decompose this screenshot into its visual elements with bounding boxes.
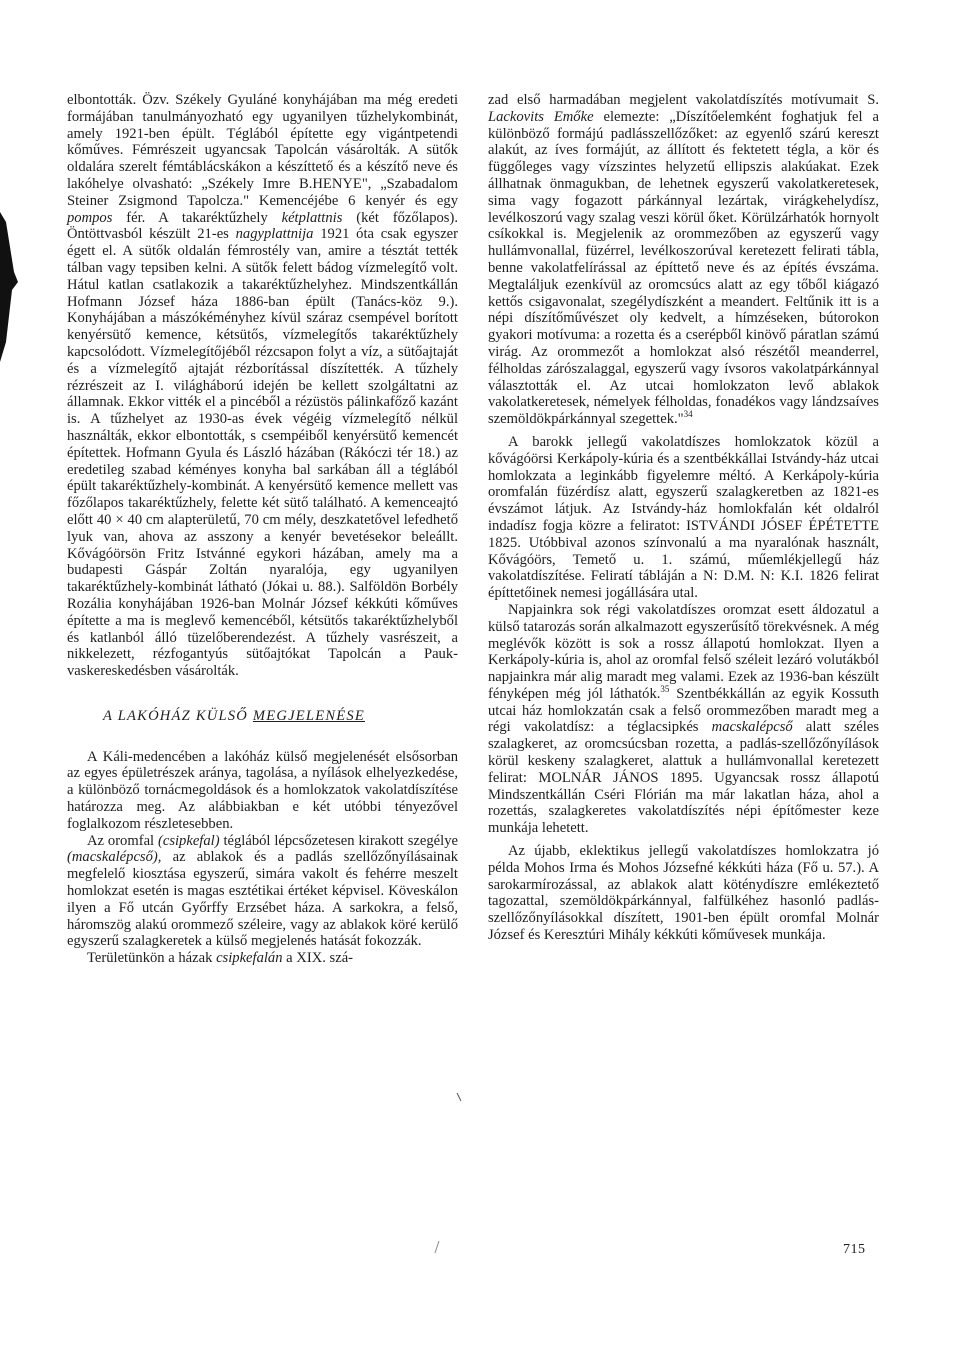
right-paragraph-1 — [488, 92, 879, 428]
heading-text: A LAKÓHÁZ KÜLSŐ — [103, 707, 253, 724]
right-paragraph-4: Az újabb, eklektikus jellegű vakolatdíszes homlokzatra jó példa Mohos Irma és Mohos Józsefné kékkúti háza (Fő u. 57.). A sarokarmírozással, az ablakok alatt köténydíszre emlékeztető tagozattal, szemöldökpárkánnyal, falfülkéhez hasonló padlás-szellőzőnyílásokkal díszített, 1901-ben épült oromfal Molnár József és Keresztúri Mihály kékkúti kőművesek munkája. — [488, 843, 879, 944]
scan-speck-mark — [434, 1240, 440, 1254]
italic-term: nagyplattnija — [235, 226, 314, 243]
left-paragraph-1 — [67, 92, 458, 680]
italic-term: pompos — [67, 209, 113, 226]
text-run: Az oromfal — [87, 832, 158, 849]
left-column — [67, 92, 458, 967]
heading-underlined-text: MEGJELENÉSE — [252, 707, 365, 724]
left-paragraph-4 — [67, 950, 458, 967]
right-column — [488, 92, 879, 944]
text-run: a XIX. szá- — [282, 950, 354, 967]
right-paragraph-2: A barokk jellegű vakolatdíszes homlokzatok közül a kővágóörsi Kerkápoly-kúria és a szentbékkállai Istvándy-ház utcai homlokzata a leginkább figyelemre méltó. A Kerkápoly-kúria oromfalán füzérdísz alatt, egyszerű szalagkeretben az 1821-es évszámot látjuk. Az Istvándy-ház homlokfalán két oldalról indadísz fogja közre a feliratot: ISTVÁNDI JÓSEF ÉPÉTETTE 1825. Utóbbival azonos színvonalú a ma nyaralónak használt, Kővágóörs, Temető u. 1. számú, műemlékjellegű ház vakolatdíszítése. Feliratí tábláján a N: D.M. N: K.I. 1826 felirat építtetőinek nemesi jogállására utal. — [488, 433, 879, 602]
text-run: 1921 óta csak egyszer égett el. A sütők oldalán fémrostély van, amire a tésztát tették tálban vagy tepsiben kelni. A sütők felett bádog vízmelegítő volt. Hátul katlan csatlakozik a takaréktűzhelyhez. Mindszentkállán Hofmann József háza 1886-ban épült (Tanács-köz 9.). Konyhájában a mászókéményhez kívül száraz csempével borított kenyérsütő kemence, kétsütős, vízmelegítős takaréktűzhely kapcsolódott. Vízmelegítőjéből rézcsapon folyt a víz, a sütőajtaját és a vízmelegítő ajtaját rézborítással díszítették. A tűzhely rézrészeit az I. világháború idején be kellett szolgáltatni az államnak. Ekkor vitték el a pincéből a rézüstös pálinkafőző kazánt is. A tűzhelyet az 1930-as évek végéig vízmelegítő nélkül használták, ekkor elbontották, s csempéiből kenyérsütő kemencét építettek. Hofmann Gyula és László házában (Rákóczi tér 18.) az eredetileg szabad kéményes konyha bal sarkában áll a téglából épült takaréktűzhely-kombinát. A kenyérsütő kemence mellett vas főzőlapos takaréktűzhely, felette két sütő található. A kemenceajtó előtt 40 × 40 cm alapterületű, 70 cm mély, deszkatetővel lefedhető lyuk van, ahova az asszony a kenyér bevetésekor beleállt. Kővágóörsön Fritz Istvánné egykori házában, amely ma a budapesti Gáspár Zoltán nyaralója, egy ugyanilyen takaréktűzhely-kombinát látható (Jókai u. 88.). Salföldön Borbély Rozália konyhájában 1926-ban Molnár József kékkúti kőműves építette a ma is meglevő kemencéből, kétsütős takaréktűzhelyből és katlanból álló tüzelőberendezést. A tűzhely vasrészeit, a nikkelezett, rézfogantyús sütőajtókat Tapolcán a Pauk-vaskereskedésben vásárolták. — [67, 226, 459, 680]
left-paragraph-2: A Káli-medencében a lakóház külső megjelenését elsősorban az egyes épületrészek aránya, tagolása, a nyílások elhelyezkedése, a különböző tornácmegoldások és a homlokzatok vakolatdíszítése határozza meg. Az alábbiakban e két utóbbi tényezővel foglalkozom részletesebben. — [67, 748, 458, 832]
text-run: elemezte: „Díszítőelemként foghatjuk fel a különböző formájú padlásszellőzőket: az egyenlő szárú kereszt alakút, az íves formájút, az állított és fektetett tégla, a kör és függőleges vagy vízszintes helyzetű ellipszis alakúakat. Ezek állhatnak önmagukban, de lehetnek egyszerű vakolatkeretesek, sima vagy fogazott párkánnyal lezártak, virágkehelydísz, levélkoszorú vagy szalag veszi körül őket. Körülzárhatók hornyolt csíkokkal is. Megjelenik az orommezőben az egyszerű vagy hullámvonallal, füzérrel, levélkoszorúval keretezett felirati tábla, benne vakolatfelírással az építtető neve és az építés évszáma. Megtaláljuk ezenkívül az oromcsúcs alatt az egy tőből kiágazó kettős csigavonalat, szegélydíszként a meandert. Feltűnik itt is a népi díszítőművészet oly kedvelt, a hímzéseken, bútorokon gyakori motívuma: a rozetta és a cserépből kinövő páratlan számú virág. Az orommezőt a homlokzat alsó részétől meanderrel, félholdas zárószalaggal, egyszerű vagy ívsoros vakolatpárkánnyal választották el. Az utcai homlokzaton levő ablakok vakolatkeretesek, némelyek félholdas, fonadékos vagy lándzsaíves szemöldökpárkánnyal szegettek." — [488, 108, 879, 428]
text-run: zad első harmadában megjelent vakolatdíszítés motívumait S. — [488, 92, 879, 108]
text-run: az ablakok és a padlás szellőzőnyílásainak megfelelő kiosztása egyszerű, simára vakolt és fehérre meszelt homlokzat esetén is magas esztétikai értéket képvisel. Köveskálon ilyen a Fő utcán Győrffy Erzsébet háza. A sarkokra, a felső, háromszög alakú orommező széleire, vagy az ablakok köré kerülő egyszerű szalagkeretek a külső megjelenés hatását fokozzák. — [67, 849, 458, 950]
footnote-ref: 35 — [660, 684, 670, 695]
text-run: Területünkön a házak — [87, 950, 217, 967]
page-number: 715 — [843, 1242, 866, 1257]
text-run: téglából lépcsőzetesen kirakott szegélye — [219, 832, 458, 849]
italic-term: (csipkefal) — [157, 832, 220, 849]
right-paragraph-3 — [488, 602, 879, 837]
text-run: (két főzőlapos). Öntöttvasból készült 21-es — [67, 209, 458, 243]
scan-speck-mark — [456, 1092, 462, 1102]
section-heading — [103, 708, 458, 725]
text-run: alatt széles szalagkeret, az oromcsúcsban rozetta, a padlás-szellőzőnyílások körül keskeny szalagkeret, alattuk a hullámvonallal keretezett felirat: MOLNÁR JÁNOS 1895. Ugyancsak rossz állapotú Mindszentkállán Cséri Flórián ma már lakatlan háza, ahol a rozettás, szalagkeretes vakolatdíszítés népi építőmester keze munkája lehetett. — [488, 719, 880, 837]
italic-author-name: Lackovits Emőke — [488, 108, 594, 125]
italic-term: csipkefalán — [216, 950, 283, 967]
text-run: Napjainkra sok régi vakolatdíszes oromzat esett áldozatul a külső tatarozás során alkalmazott egyszerűsítő törekvésnek. A még meglévők között is sok a rossz állapotú homlokzat. Ilyen a Kerkápoly-kúria is, ahol az oromfal felső széleit lezáró volutákból napjainkra már alig maradt meg valami. Ezek az 1936-ban készült fényképen még jól láthatók. — [488, 601, 879, 702]
scan-margin-mark — [0, 212, 18, 362]
text-run: Szentbékkállán az egyik Kossuth utcai ház homlokzatán csak a felső orommezőben maradt meg a régi vakolatdísz: a téglacsipkés — [488, 685, 879, 736]
text-run: fér. A takaréktűzhely — [112, 209, 282, 226]
left-paragraph-3 — [67, 833, 458, 951]
italic-term: macskalépcső — [711, 719, 793, 736]
italic-term: (macskalépcső), — [67, 849, 162, 866]
footnote-ref: 34 — [683, 409, 693, 420]
text-run: elbontották. Özv. Székely Gyuláné konyhájában ma még eredeti formájában tanulmányozható egy ugyanilyen tűzhelykombinát, amely 1921-ben épült. Téglából építette egy vigántpetendi kőműves. Fémrészeit ugyancsak Tapolcán vásárolták. A sütők oldalára szerelt fémtáblácskákon a készíttető és a készítő neve és lakóhelye olvasható: „Székely Imre B.HENYE", „Szabadalom Steiner Zsigmond Tapolcza." Kemencéjébe 6 kenyér és egy — [67, 92, 458, 209]
italic-term: kétplattnis — [281, 209, 343, 226]
